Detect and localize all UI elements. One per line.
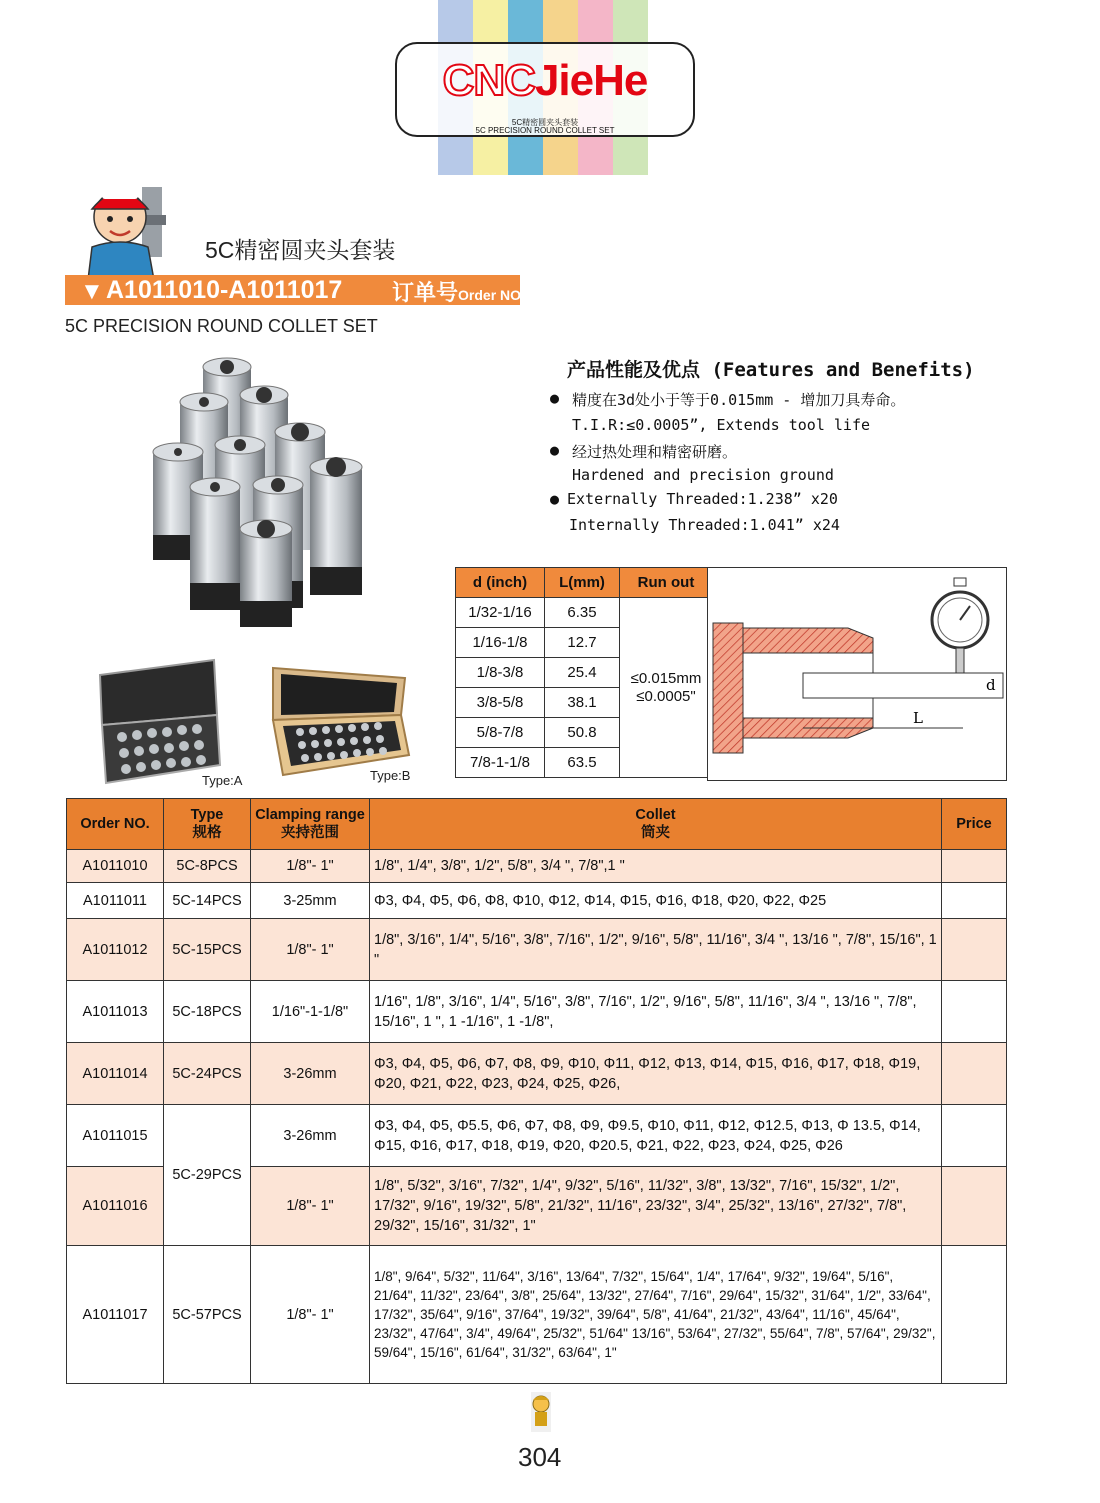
table-row [67,1246,1007,1384]
cell-range: 3-25mm [251,883,370,919]
case-type-a-label: Type:A [202,773,243,788]
mascot-icon [80,175,180,280]
cell-price [942,1246,1007,1384]
spec-cell-l: 25.4 [545,658,620,688]
order-number-range: A1011010-A1011017 [106,276,343,304]
cell-type: 5C-29PCS [164,1105,251,1246]
cell-price [942,850,1007,883]
runout-value-inch: ≤0.0005" [636,687,696,705]
collet-set-image [145,355,385,630]
cell-collet: 1/8", 5/32", 3/16", 7/32", 1/4", 9/32", 5/16", 11/32", 3/8", 13/32", 7/16", 15/32", 1/2", 17/32", 9/16", 19/32", 5/8", 21/32", 11/16", 23/32", 3/4", 25/32", 13/16", 27/32", 7/8", 29/32", 15/16", 31/32", 1" [370,1167,942,1246]
feature-line: 精度在3d处小于等于0.015mm - 增加刀具寿命。 [572,391,906,409]
table-row [67,850,1007,883]
diagram-label-d: d [986,676,996,694]
feature-line: Internally Threaded:1.041” x24 [569,516,840,534]
feature-bullet: ● [550,389,560,407]
header-type-en: Type [190,807,224,823]
cell-order: A1011010 [67,850,164,883]
cell-range: 1/16"-1-1/8" [251,981,370,1043]
cell-type: 5C-14PCS [164,883,251,919]
feature-line: T.I.R:≤0.0005”, Extends tool life [572,416,871,434]
cell-order: A1011016 [67,1167,164,1246]
runout-value-mm: ≤0.015mm [630,669,702,687]
table-row [67,981,1007,1043]
cell-order: A1011017 [67,1246,164,1384]
feature-line: Hardened and precision ground [572,466,834,484]
cell-collet: 1/16", 1/8", 3/16", 1/4", 5/16", 3/8", 7/16", 1/2", 9/16", 5/8", 11/16", 3/4 ", 13/16 ", 7/8", 15/16", 1 ", 1 -1/16", 1 -1/8", [370,981,942,1043]
product-title-cn: 5C精密圆夹头套装 [205,237,396,263]
cell-price [942,1043,1007,1105]
cell-price [942,1167,1007,1246]
header-price: Price [942,799,1007,850]
cell-collet: 1/8", 3/16", 1/4", 5/16", 3/8", 7/16", 1/2", 9/16", 5/8", 11/16", 3/4 ", 13/16 ", 7/8", 15/16", 1 " [370,919,942,981]
case-type-b-image [265,660,415,780]
table-row [67,883,1007,919]
spec-cell-l: 6.35 [545,598,620,628]
logo-subtitle-cn: 5C精密圆夹头套装 [511,118,579,127]
cell-price [942,883,1007,919]
order-table [66,798,1007,1384]
cell-range: 1/8"- 1" [251,919,370,981]
cell-order: A1011011 [67,883,164,919]
header-clamping-range [251,799,370,850]
cell-range: 1/8"- 1" [251,1167,370,1246]
cell-type: 5C-18PCS [164,981,251,1043]
order-number-label [392,276,525,307]
cell-price [942,981,1007,1043]
features-heading: 产品性能及优点 (Features and Benefits) [567,359,975,381]
logo-cnc: CNC [442,56,535,105]
cell-collet: 1/8", 1/4", 3/8", 1/2", 5/8", 3/4 ", 7/8",1 " [370,850,942,883]
spec-cell-d: 1/32-1/16 [456,598,545,628]
cell-range: 1/8"- 1" [251,850,370,883]
table-row [67,1105,1007,1167]
feature-bullet: ● [550,490,560,508]
header-clamp-en: Clamping range [255,807,365,823]
spec-cell-l: 38.1 [545,688,620,718]
table-row [67,919,1007,981]
cell-type: 5C-15PCS [164,919,251,981]
cell-order: A1011012 [67,919,164,981]
triangle-down-icon: ▼ [80,278,104,305]
spec-cell-runout [620,598,713,778]
page-number: 304 [518,1442,562,1472]
brand-logo [397,56,693,106]
cell-order: A1011013 [67,981,164,1043]
brand-logo-box [395,42,695,137]
spec-cell-d: 3/8-5/8 [456,688,545,718]
table-row [67,1043,1007,1105]
spec-header-l: L(mm) [545,568,620,598]
cell-price [942,1105,1007,1167]
order-label-cn: 订单号 [392,280,459,305]
runout-diagram-drawing [708,568,1006,780]
spec-table [455,567,713,778]
cell-type: 5C-24PCS [164,1043,251,1105]
case-type-a-image [92,655,222,785]
cell-collet: Φ3, Φ4, Φ5, Φ5.5, Φ6, Φ7, Φ8, Φ9, Φ9.5, Φ10, Φ11, Φ12, Φ12.5, Φ13, Φ 13.5, Φ14, Φ15, Φ16, Φ17, Φ18, Φ19, Φ20, Φ20.5, Φ21, Φ22, Φ23, Φ24, Φ25, Φ26 [370,1105,942,1167]
header-clamp-cn: 夹持范围 [281,825,339,841]
header-type [164,799,251,850]
cell-collet: 1/8", 9/64", 5/32", 11/64", 3/16", 13/64", 7/32", 15/64", 1/4", 17/64", 9/32", 19/64", 5/16", 21/64", 11/32", 23/64", 3/8", 25/64", 13/32", 27/64", 7/16", 29/64", 15/32", 31/64", 1/2", 33/64", 17/32", 35/64", 9/16", 37/64", 19/32", 39/64", 5/8", 41/64", 21/32", 43/64", 11/16", 45/64", 23/32", 47/64", 3/4", 49/64", 25/32", 51/64" 13/16", 53/64", 27/32", 55/64", 7/8", 57/64", 29/32", 59/64", 15/16", 61/64", 31/32", 63/64", 1" [370,1246,942,1384]
cell-collet: Φ3, Φ4, Φ5, Φ6, Φ7, Φ8, Φ9, Φ10, Φ11, Φ12, Φ13, Φ14, Φ15, Φ16, Φ17, Φ18, Φ19, Φ20, Φ21, Φ22, Φ23, Φ24, Φ25, Φ26, [370,1043,942,1105]
cell-type: 5C-57PCS [164,1246,251,1384]
spec-cell-d: 1/16-1/8 [456,628,545,658]
cell-range: 3-26mm [251,1105,370,1167]
spec-cell-l: 50.8 [545,718,620,748]
order-label-en: Order NO. [458,287,525,303]
mascot-footer-icon [527,1392,555,1432]
spec-header-d: d (inch) [456,568,545,598]
spec-cell-d: 5/8-7/8 [456,718,545,748]
header-type-cn: 规格 [192,825,222,841]
cell-price [942,919,1007,981]
diagram-label-l: L [913,709,923,727]
feature-line: 经过热处理和精密研磨。 [572,443,738,461]
cell-collet: Φ3, Φ4, Φ5, Φ6, Φ8, Φ10, Φ12, Φ14, Φ15, Φ16, Φ18, Φ20, Φ22, Φ25 [370,883,942,919]
header-collet [370,799,942,850]
logo-jiehe: JieHe [534,56,648,105]
cell-order: A1011015 [67,1105,164,1167]
feature-line: Externally Threaded:1.238” x20 [567,490,838,508]
feature-bullet: ● [550,441,560,459]
spec-cell-l: 63.5 [545,748,620,778]
cell-type: 5C-8PCS [164,850,251,883]
cell-range: 3-26mm [251,1043,370,1105]
runout-diagram [707,567,1007,781]
logo-subtitle-en: 5C PRECISION ROUND COLLET SET [475,126,615,135]
spec-cell-l: 12.7 [545,628,620,658]
header-collet-cn: 筒夹 [641,825,670,841]
cell-order: A1011014 [67,1043,164,1105]
header-collet-en: Collet [635,807,676,823]
product-title-en: 5C PRECISION ROUND COLLET SET [65,316,378,336]
cell-range: 1/8"- 1" [251,1246,370,1384]
spec-cell-d: 7/8-1-1/8 [456,748,545,778]
case-type-b-label: Type:B [370,768,411,783]
spec-header-runout: Run out [620,568,713,598]
spec-cell-d: 1/8-3/8 [456,658,545,688]
header-order-no: Order NO. [67,799,164,850]
